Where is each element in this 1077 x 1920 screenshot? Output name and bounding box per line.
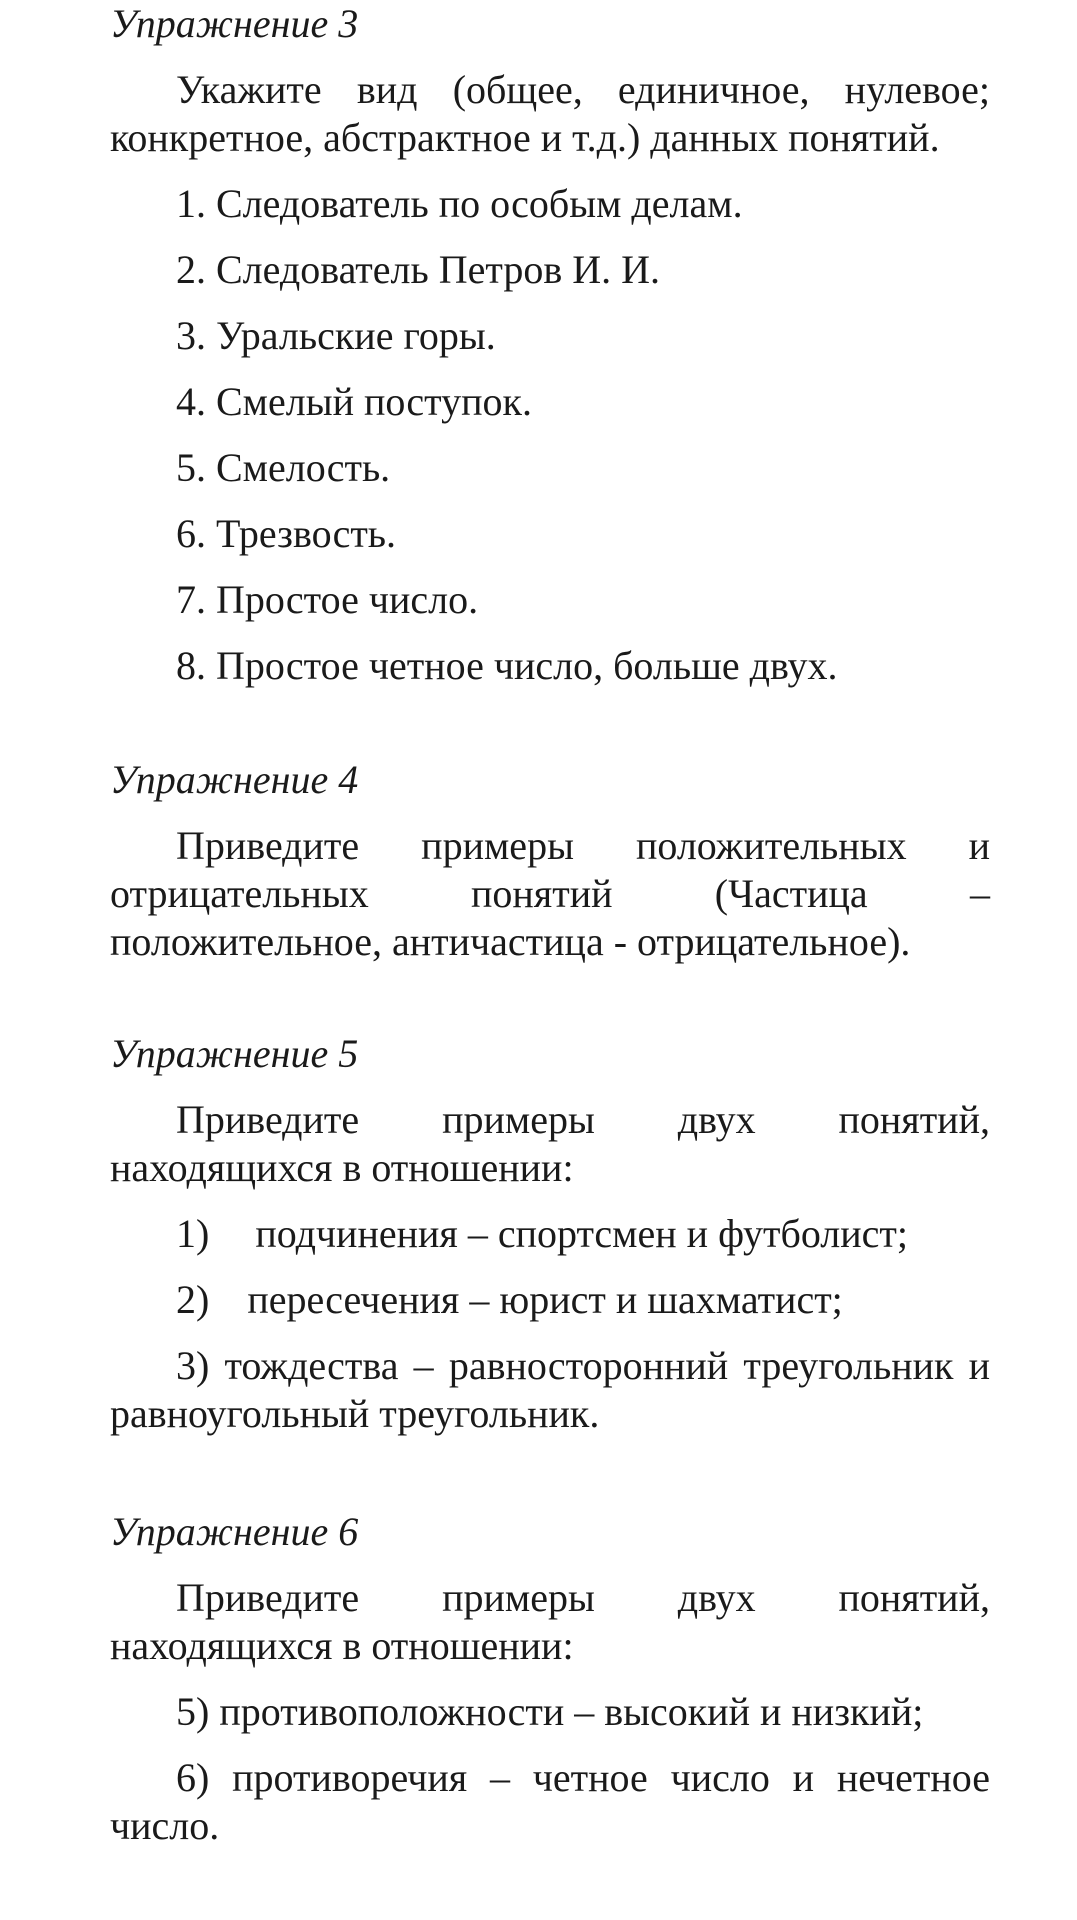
exercise-3-item-1: 1. Следователь по особым делам. xyxy=(176,181,743,226)
exercise-3-item-3: 3. Уральские горы. xyxy=(176,313,496,358)
exercise-3-item-6: 6. Трезвость. xyxy=(176,511,397,556)
exercise-5-item-1-text: подчинения – спортсмен и футболист; xyxy=(255,1211,909,1256)
exercise-5-item-2-text: пересечения – юрист и шахматист; xyxy=(247,1277,843,1322)
exercise-3-item-8: 8. Простое четное число, больше двух. xyxy=(176,643,838,688)
exercise-3-item-2: 2. Следователь Петров И. И. xyxy=(176,247,661,292)
exercise-3-task: Укажите вид (общее, единичное, нулевое; конкретное, абстрактное и т.д.) данных понятий. xyxy=(110,67,990,160)
exercise-5-task: Приведите примеры двух понятий, находящихся в отношении: xyxy=(110,1097,990,1190)
exercise-3-item-7: 7. Простое число. xyxy=(176,577,479,622)
exercise-6-item-5: 5) противоположности – высокий и низкий; xyxy=(176,1689,924,1734)
exercise-5-heading: Упражнение 5 xyxy=(110,1031,359,1076)
exercise-5-item-1-number: 1) xyxy=(176,1211,210,1256)
exercise-3-item-4: 4. Смелый поступок. xyxy=(176,379,532,424)
exercise-6-item-6: 6) противоречия – четное число и нечетное число. xyxy=(110,1755,990,1848)
exercise-3-item-5: 5. Смелость. xyxy=(176,445,391,490)
exercise-5-item-1 xyxy=(110,1210,1056,1258)
exercise-6-heading: Упражнение 6 xyxy=(110,1509,359,1554)
exercise-5-item-2-number: 2) xyxy=(176,1277,210,1322)
exercise-5-item-2 xyxy=(110,1276,1056,1324)
exercise-4-heading: Упражнение 4 xyxy=(110,757,359,802)
exercise-4-task: Приведите примеры положительных и отрицательных понятий (Частица – положительное, античастица - отрицательное). xyxy=(110,823,990,964)
exercise-3-heading: Упражнение 3 xyxy=(110,1,359,46)
exercise-5-item-3: 3) тождества – равносторонний треугольник и равноугольный треугольник. xyxy=(110,1343,990,1436)
exercise-6-task: Приведите примеры двух понятий, находящихся в отношении: xyxy=(110,1575,990,1668)
